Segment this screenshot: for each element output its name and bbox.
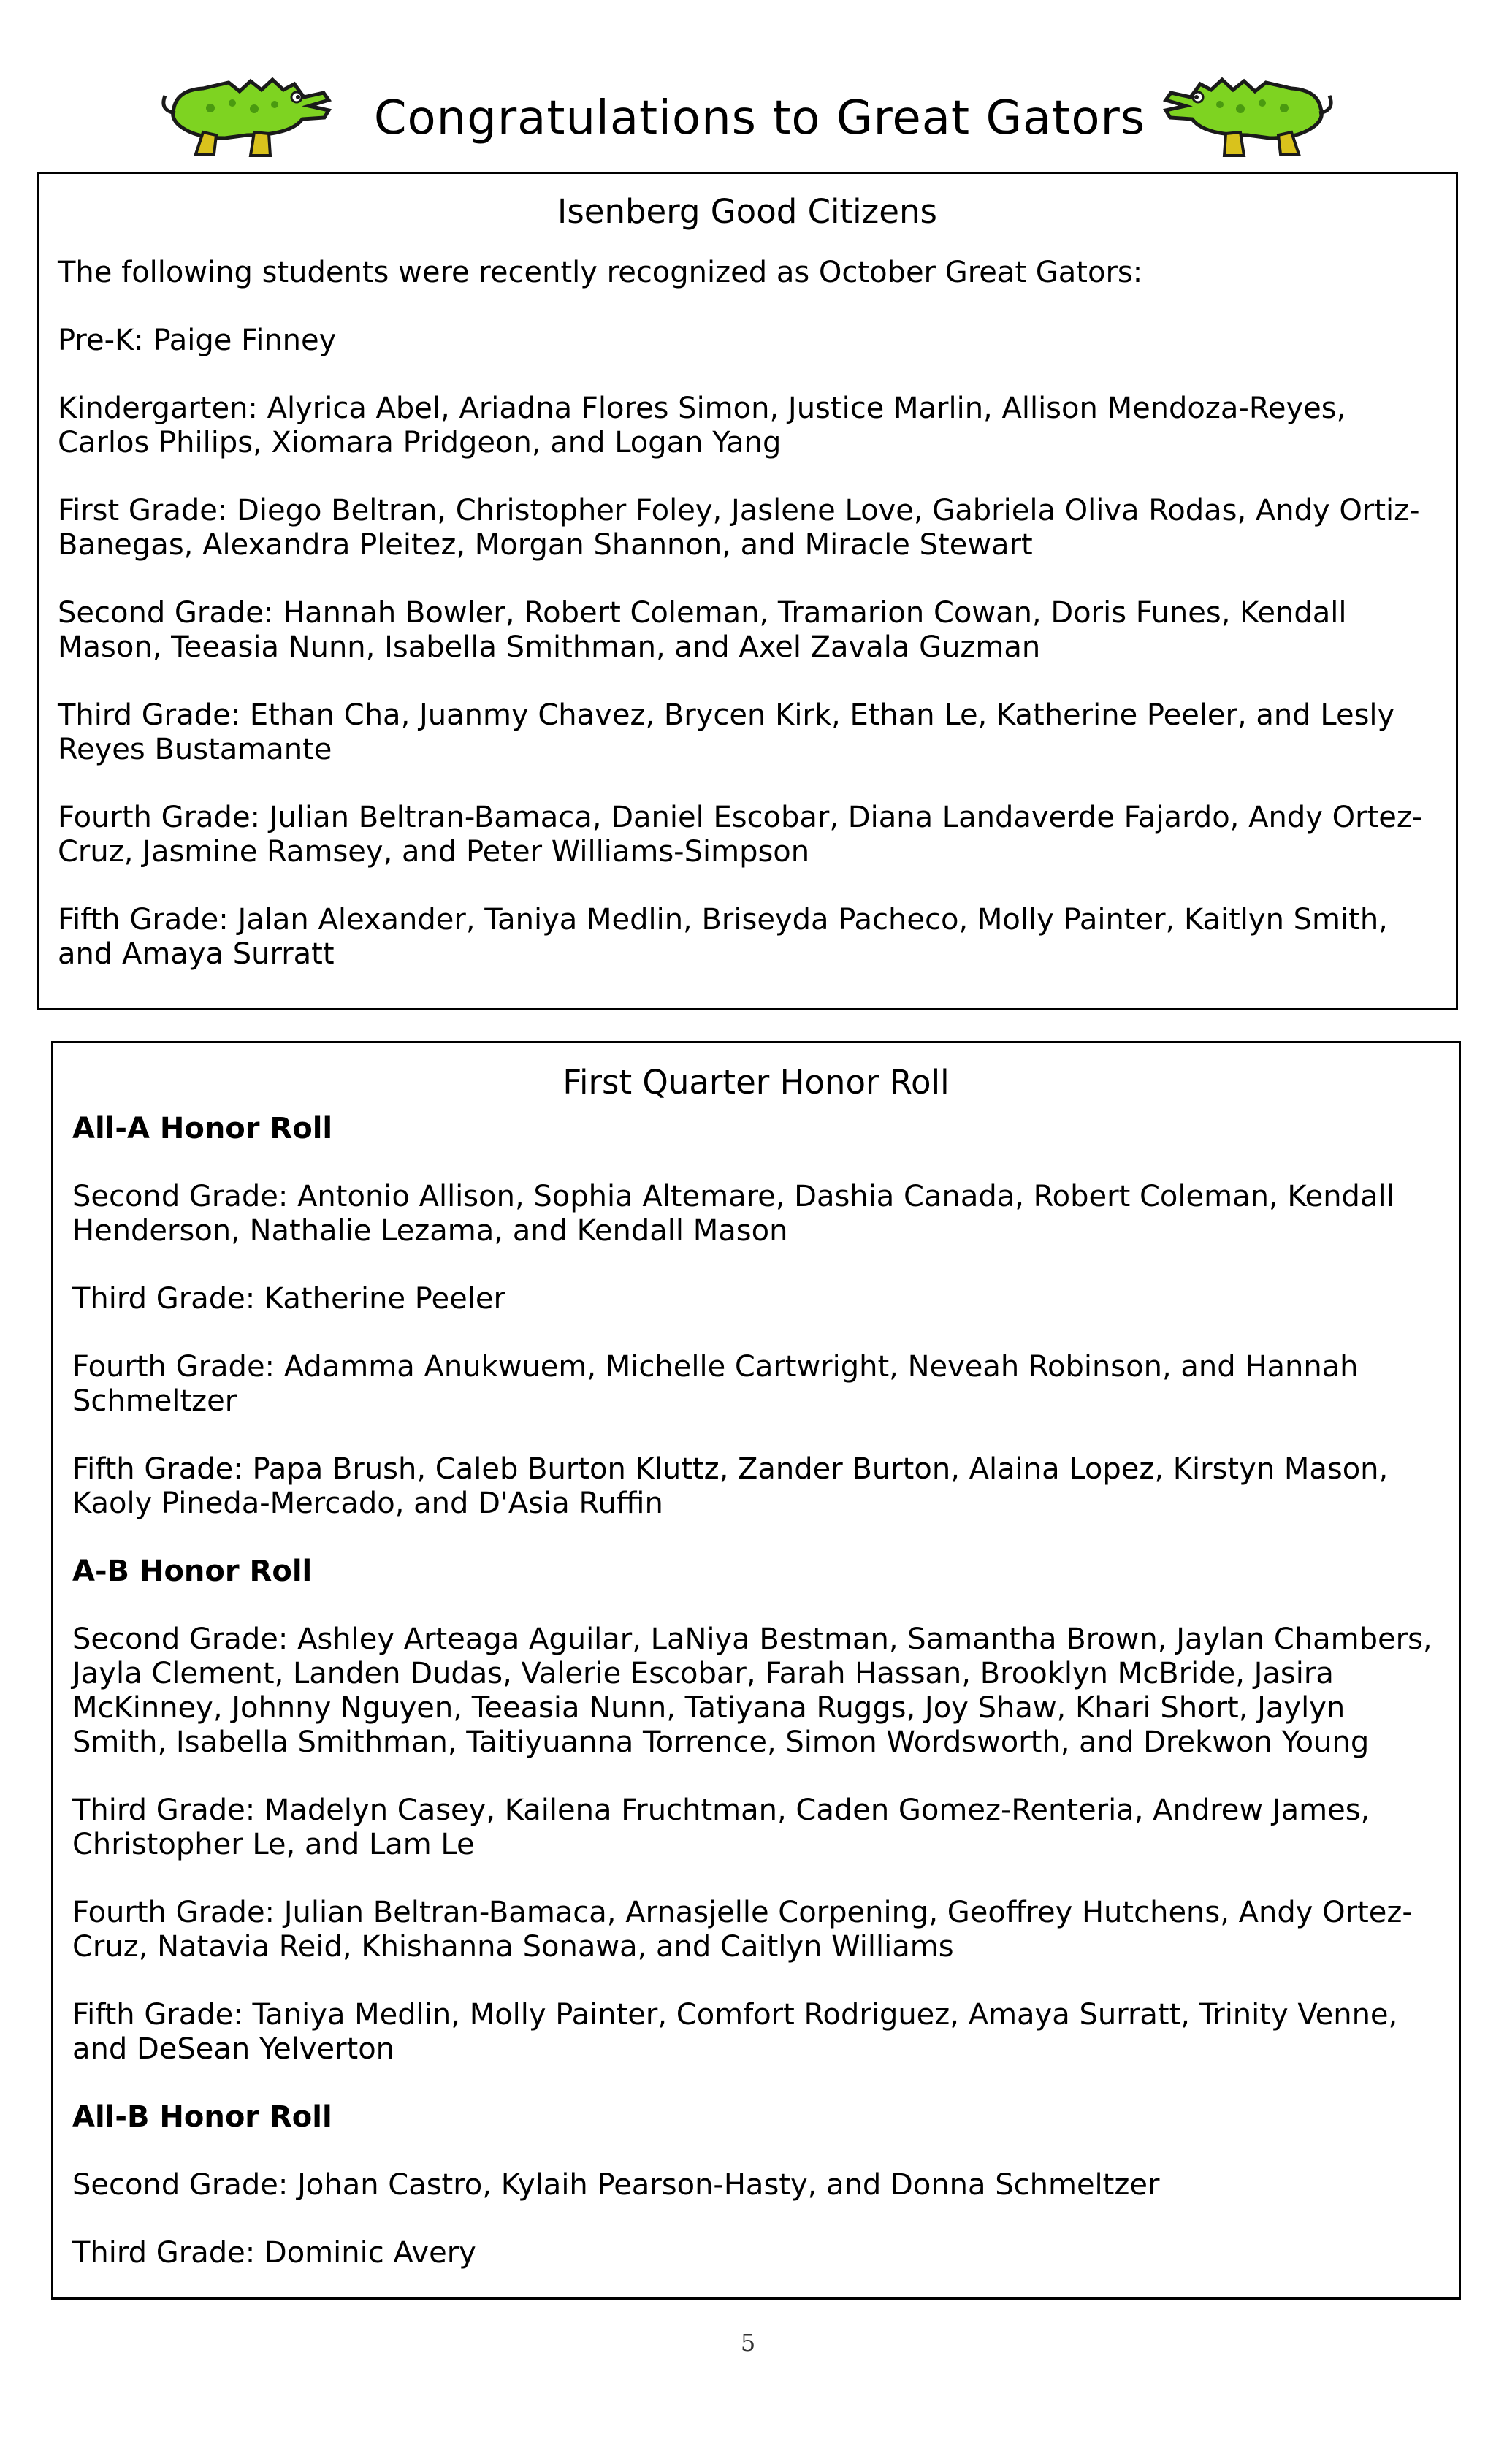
citizens-third-grade: Third Grade: Ethan Cha, Juanmy Chavez, Brycen Kirk, Ethan Le, Katherine Peeler, and Lesly Reyes Bustamante [58, 698, 1395, 766]
good-citizens-intro: The following students were recently recognized as October Great Gators: [58, 256, 1143, 289]
good-citizens-box [37, 172, 1458, 1010]
a-b-heading: A-B Honor Roll [72, 1555, 313, 1588]
all-b-second-grade: Second Grade: Johan Castro, Kylaih Pearson-Hasty, and Donna Schmeltzer [72, 2168, 1160, 2202]
page-title: Congratulations to Great Gators [373, 91, 1146, 145]
citizens-first-grade: First Grade: Diego Beltran, Christopher Foley, Jaslene Love, Gabriela Oliva Rodas, Andy Ortiz-Banegas, Alexandra Pleitez, Morgan Shannon, and Miracle Stewart [58, 494, 1420, 562]
good-citizens-title: Isenberg Good Citizens [557, 192, 937, 231]
a-b-fourth-grade: Fourth Grade: Julian Beltran-Bamaca, Arnasjelle Corpening, Geoffrey Hutchens, Andy Ortez-Cruz, Natavia Reid, Khishanna Sonawa, and Caitlyn Williams [72, 1896, 1413, 1964]
all-a-fourth-grade: Fourth Grade: Adamma Anukwuem, Michelle Cartwright, Neveah Robinson, and Hannah Schmeltzer [72, 1350, 1359, 1418]
citizens-pre-k: Pre-K: Paige Finney [58, 324, 337, 357]
all-a-fifth-grade: Fifth Grade: Papa Brush, Caleb Burton Kluttz, Zander Burton, Alaina Lopez, Kirstyn Mason, Kaoly Pineda-Mercado, and D'Asia Ruffin [72, 1452, 1389, 1520]
a-b-third-grade: Third Grade: Madelyn Casey, Kailena Fruchtman, Caden Gomez-Renteria, Andrew James, Christopher Le, and Lam Le [72, 1793, 1370, 1861]
all-b-third-grade: Third Grade: Dominic Avery [72, 2236, 476, 2270]
a-b-fifth-grade: Fifth Grade: Taniya Medlin, Molly Painter, Comfort Rodriguez, Amaya Surratt, Trinity Venne, and DeSean Yelverton [72, 1998, 1398, 2066]
citizens-second-grade: Second Grade: Hannah Bowler, Robert Coleman, Tramarion Cowan, Doris Funes, Kendall Mason, Teeasia Nunn, Isabella Smithman, and Axel Zavala Guzman [58, 596, 1347, 664]
honor-roll-title: First Quarter Honor Roll [562, 1063, 950, 1102]
all-a-third-grade: Third Grade: Katherine Peeler [72, 1282, 505, 1316]
alligator-icon [1160, 68, 1335, 163]
all-a-heading: All-A Honor Roll [72, 1112, 333, 1145]
honor-roll-box [51, 1041, 1461, 2300]
page-header [0, 62, 1496, 172]
citizens-kindergarten: Kindergarten: Alyrica Abel, Ariadna Flores Simon, Justice Marlin, Allison Mendoza-Reyes, Carlos Philips, Xiomara Pridgeon, and Logan Yang [58, 392, 1346, 459]
citizens-fifth-grade: Fifth Grade: Jalan Alexander, Taniya Medlin, Briseyda Pacheco, Molly Painter, Kaitlyn Smith, and Amaya Surratt [58, 903, 1388, 971]
a-b-second-grade: Second Grade: Ashley Arteaga Aguilar, LaNiya Bestman, Samantha Brown, Jaylan Chambers, Jayla Clement, Landen Dudas, Valerie Escobar, Farah Hassan, Brooklyn McBride, Jasira McKinney, Johnny Nguyen, Teeasia Nunn, Tatiyana Ruggs, Joy Shaw, Khari Short, Jaylyn Smith, Isabella Smithman, Taitiyuanna Torrence, Simon Wordsworth, and Drekwon Young [72, 1622, 1432, 1759]
all-b-heading: All-B Honor Roll [72, 2100, 332, 2134]
citizens-fourth-grade: Fourth Grade: Julian Beltran-Bamaca, Daniel Escobar, Diana Landaverde Fajardo, Andy Ortez-Cruz, Jasmine Ramsey, and Peter Williams-Simpson [58, 801, 1423, 869]
all-a-second-grade: Second Grade: Antonio Allison, Sophia Altemare, Dashia Canada, Robert Coleman, Kendall Henderson, Nathalie Lezama, and Kendall Mason [72, 1180, 1394, 1248]
alligator-icon [159, 68, 335, 163]
page-number: 5 [740, 2329, 756, 2357]
